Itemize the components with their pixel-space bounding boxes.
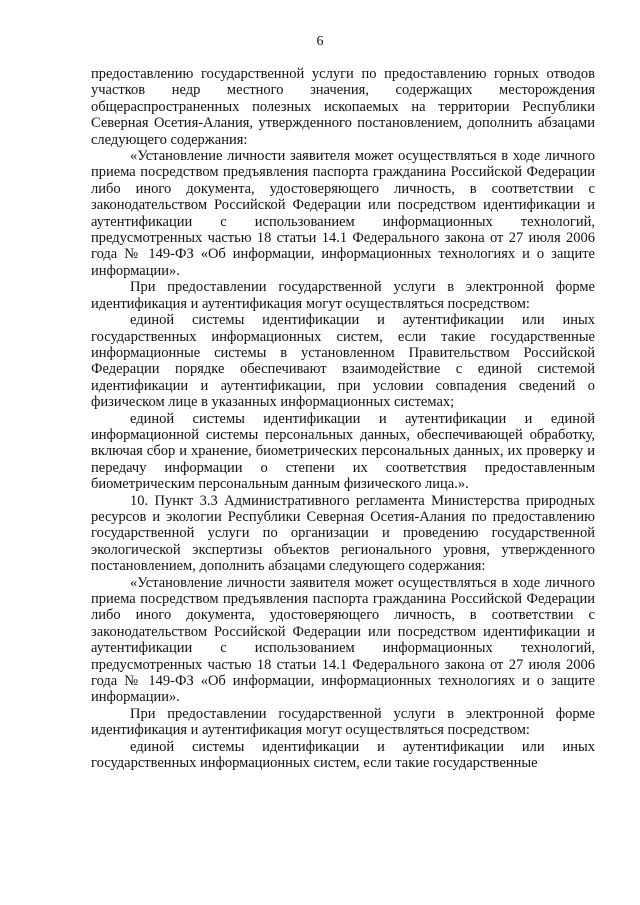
paragraph-2: «Установление личности заявителя может осуществляться в ходе личного приема посредством предъявления паспорта гражданина Российской Федерации либо иного документа, удостоверяющего личность, в соответствии с законодательством Российской Федерации или посредством идентификации и аутентификации с использованием информационных технологий, предусмотренных частью 18 статьи 14.1 Федерального закона от 27 июля 2006 года № 149-ФЗ «Об информации, информационных технологиях и о защите информации». — [91, 148, 595, 279]
paragraph-9: единой системы идентификации и аутентификации или иных государственных информационных систем, если такие государственные — [91, 738, 595, 772]
paragraph-4: единой системы идентификации и аутентификации или иных государственных информационных систем, если такие государственные информационные системы в установленном Правительством Российской Федерации порядке обеспечивают взаимодействие с единой системой идентификации и аутентификации, при условии совпадения сведений о физическом лице в указанных информационных системах; — [91, 312, 595, 411]
paragraph-7: «Установление личности заявителя может осуществляться в ходе личного приема посредством предъявления паспорта гражданина Российской Федерации либо иного документа, удостоверяющего личность, в соответствии с законодательством Российской Федерации или посредством идентификации и аутентификации с использованием информационных технологий, предусмотренных частью 18 статьи 14.1 Федерального закона от 27 июля 2006 года № 149-ФЗ «Об информации, информационных технологиях и о защите информации». — [91, 574, 595, 706]
paragraph-5: единой системы идентификации и аутентификации и единой информационной системы персональных данных, обеспечивающей обработку, включая сбор и хранение, биометрических персональных данных, их проверку и передачу информации о степени их соответствия предоставленным биометрическим персональным данным физического лица.». — [91, 410, 595, 493]
document-body — [91, 66, 595, 771]
page-number: 6 — [316, 34, 324, 49]
paragraph-1: предоставлению государственной услуги по предоставлению горных отводов участков недр местного значения, содержащих месторождения общераспространенных полезных ископаемых на территории Республики Северная Осетия-Алания, утвержденного постановлением, дополнить абзацами следующего содержания: — [91, 66, 595, 148]
paragraph-8: При предоставлении государственной услуги в электронной форме идентификация и аутентификация могут осуществляться посредством: — [91, 705, 595, 739]
paragraph-3: При предоставлении государственной услуги в электронной форме идентификация и аутентификация могут осуществляться посредством: — [91, 279, 595, 312]
paragraph-6: 10. Пункт 3.3 Административного регламента Министерства природных ресурсов и экологии Республики Северная Осетия-Алания по предоставлению государственной услуги по организации и проведению государственной экологической экспертизы объектов регионального уровня, утвержденного постановлением, дополнить абзацами следующего содержания: — [91, 492, 595, 575]
